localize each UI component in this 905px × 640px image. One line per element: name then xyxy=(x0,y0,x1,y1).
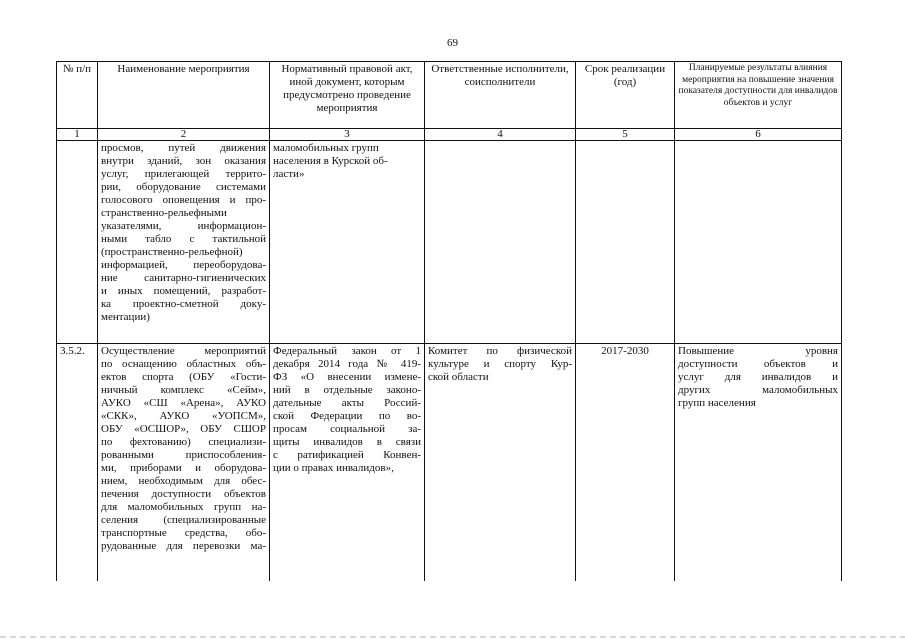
header-number: № п/п xyxy=(57,62,98,129)
text-line: рии, оборудование системами xyxy=(101,181,266,193)
text-line: просмов, путей движения xyxy=(101,142,266,154)
header-term: Срок реализации (год) xyxy=(576,62,675,129)
row-number-cell: 3.5.2. xyxy=(57,344,98,582)
text-line: доступности объектов и xyxy=(678,358,838,370)
term-cell: 2017-2030 xyxy=(576,344,675,582)
text-line: ФЗ «О внесении измене- xyxy=(273,371,421,383)
text-line: декабря 2014 года № 419- xyxy=(273,358,421,370)
text-line: для маломобильных групп на- xyxy=(101,501,266,513)
text-line: «СКК», АУКО «УОПСМ», xyxy=(101,410,266,422)
legal-act-cell xyxy=(270,344,425,582)
text-line: населения в Курской об- xyxy=(273,155,388,167)
text-line: Осуществление мероприятий xyxy=(101,345,266,357)
column-number: 3 xyxy=(270,129,425,141)
measure-name-cell xyxy=(98,141,270,344)
text-line: с ратификацией Конвен- xyxy=(273,449,421,461)
header-legal-act: Нормативный правовой акт, иной документ, которым предусмотрено проведение мероприятия xyxy=(270,62,425,129)
column-number: 6 xyxy=(675,129,842,141)
page-number: 69 xyxy=(447,37,458,49)
text-line: ментации) xyxy=(101,311,150,323)
text-line: просам социальной за- xyxy=(273,423,421,435)
text-line: Повышение уровня xyxy=(678,345,838,357)
text-line: внутри зданий, зон оказания xyxy=(101,155,266,167)
table-row xyxy=(57,344,842,582)
text-line: странственно-рельефными xyxy=(101,207,227,219)
measure-name-cell xyxy=(98,344,270,582)
text-line: ОБУ «ОСШОР», ОБУ СШОР xyxy=(101,423,266,435)
text-line: Федеральный закон от 1 xyxy=(273,345,421,357)
text-line: услуг, прилегающей террито- xyxy=(101,168,266,180)
executors-cell xyxy=(425,141,576,344)
text-line: транспортные средства, обо- xyxy=(101,527,266,539)
text-line: ласти» xyxy=(273,168,305,180)
text-line: групп населения xyxy=(678,397,756,409)
measures-table xyxy=(56,61,842,581)
scan-edge-artifact xyxy=(0,636,905,638)
term-cell xyxy=(576,141,675,344)
column-number: 5 xyxy=(576,129,675,141)
text-line: ми, приборами и оборудова- xyxy=(101,462,266,474)
text-line: рудованные для перевозки ма- xyxy=(101,540,266,552)
text-line: и иных помещений, разработ- xyxy=(101,285,266,297)
text-line: указателями, информацион- xyxy=(101,220,266,232)
text-line: ектов спорта (ОБУ «Гости- xyxy=(101,371,266,383)
text-line: ничный комплекс «Сейм», xyxy=(101,384,266,396)
text-line: ка проектно-сметной доку- xyxy=(101,298,266,310)
text-line: рованными приспособления- xyxy=(101,449,266,461)
text-line: ний в отдельные законо- xyxy=(273,384,421,396)
text-line: по оснащению областных объ- xyxy=(101,358,266,370)
text-line: селения (специализированные xyxy=(101,514,266,526)
results-cell xyxy=(675,141,842,344)
text-line: информацией, переоборудова- xyxy=(101,259,266,271)
legal-act-cell xyxy=(270,141,425,344)
text-line: голосового оповещения и про- xyxy=(101,194,266,206)
column-number: 1 xyxy=(57,129,98,141)
results-cell xyxy=(675,344,842,582)
column-number: 2 xyxy=(98,129,270,141)
header-planned-results: Планируемые результаты влияния мероприятия на повышение значения показателя доступности для инвалидов объектов и услуг xyxy=(675,62,842,129)
executors-cell xyxy=(425,344,576,582)
text-line: АУКО «СШ «Арена», АУКО xyxy=(101,397,266,409)
table-header-row xyxy=(57,62,842,129)
text-line: по фехтованию) специализи- xyxy=(101,436,266,448)
header-executors: Ответственные исполнители, соисполнители xyxy=(425,62,576,129)
text-line: других маломобильных xyxy=(678,384,838,396)
text-line: (пространственно-рельефной) xyxy=(101,246,243,258)
text-line: Комитет по физической xyxy=(428,345,572,357)
text-line: ской области xyxy=(428,371,489,383)
text-line: щиты инвалидов в связи xyxy=(273,436,421,448)
text-line: ской Федерации по во- xyxy=(273,410,421,422)
row-number-cell xyxy=(57,141,98,344)
text-line: нием, необходимым для обес- xyxy=(101,475,266,487)
text-line: ными табло с тактильной xyxy=(101,233,266,245)
text-line: ции о правах инвалидов», xyxy=(273,462,394,474)
text-line: дательные акты Россий- xyxy=(273,397,421,409)
text-line: культуре и спорту Кур- xyxy=(428,358,572,370)
header-measure-name: Наименование мероприятия xyxy=(98,62,270,129)
text-line: печения доступности объектов xyxy=(101,488,266,500)
table-row xyxy=(57,141,842,344)
text-line: маломобильных групп xyxy=(273,142,379,154)
text-line: ние санитарно-гигиенических xyxy=(101,272,266,284)
text-line: услуг для инвалидов и xyxy=(678,371,838,383)
column-number-row xyxy=(57,129,842,141)
column-number: 4 xyxy=(425,129,576,141)
